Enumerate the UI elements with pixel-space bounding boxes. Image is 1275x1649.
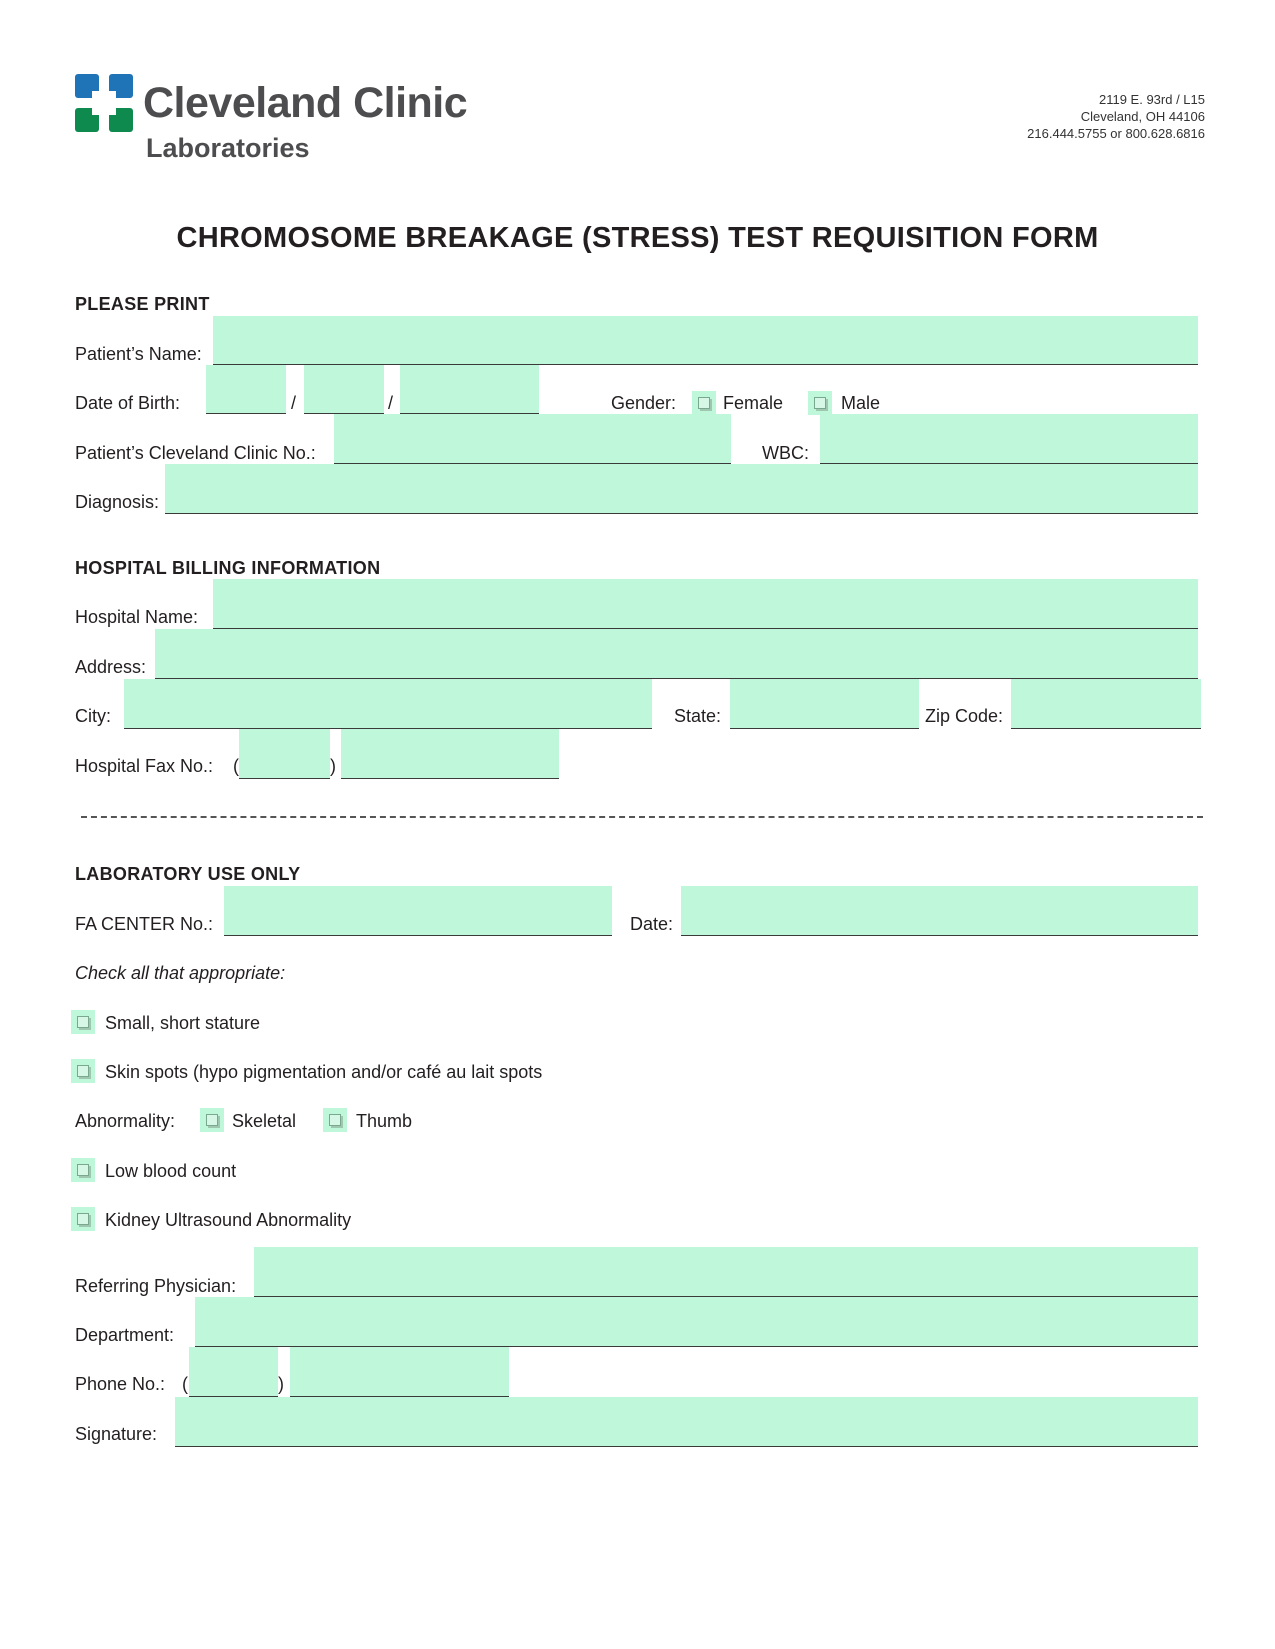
female-label: Female: [723, 393, 784, 413]
low-blood-count-label: Low blood count: [105, 1161, 237, 1181]
small-stature-checkbox[interactable]: [71, 1010, 95, 1034]
section-heading-please-print: PLEASE PRINT: [75, 294, 210, 314]
fa-center-label: FA CENTER No.:: [75, 914, 214, 934]
city-field[interactable]: [124, 679, 652, 729]
zip-code-label: Zip Code:: [925, 706, 1004, 726]
phone-paren-open: (: [182, 1374, 188, 1394]
fax-paren-open: (: [233, 756, 239, 776]
logo: [75, 74, 133, 132]
section-heading-billing: HOSPITAL BILLING INFORMATION: [75, 558, 381, 578]
date-field[interactable]: [681, 886, 1198, 936]
skin-spots-label: Skin spots (hypo pigmentation and/or café au lait spots: [105, 1062, 543, 1082]
phone-label: Phone No.:: [75, 1374, 166, 1394]
date-label: Date:: [630, 914, 674, 934]
dob-month-field[interactable]: [206, 365, 286, 414]
diagnosis-field[interactable]: [165, 464, 1198, 514]
phone-area-code-field[interactable]: [189, 1347, 278, 1397]
section-heading-lab-use: LABORATORY USE ONLY: [75, 864, 301, 884]
city-label: City:: [75, 706, 111, 726]
dob-label: Date of Birth:: [75, 393, 181, 413]
wbc-label: WBC:: [762, 443, 809, 463]
address-line-3: 216.444.5755 or 800.628.6816: [1027, 126, 1205, 141]
phone-number-field[interactable]: [290, 1347, 509, 1397]
fax-area-code-field[interactable]: [239, 729, 330, 779]
dob-separator-2: /: [388, 393, 394, 413]
male-checkbox[interactable]: [808, 391, 832, 415]
patient-name-label: Patient’s Name:: [75, 344, 202, 364]
dob-day-field[interactable]: [304, 365, 384, 414]
department-label: Department:: [75, 1325, 175, 1345]
clinic-number-field[interactable]: [334, 414, 731, 464]
address-field[interactable]: [155, 629, 1198, 679]
page-title: CHROMOSOME BREAKAGE (STRESS) TEST REQUISITION FORM: [176, 222, 1099, 254]
referring-physician-field[interactable]: [254, 1247, 1198, 1297]
kidney-ultrasound-label: Kidney Ultrasound Abnormality: [105, 1210, 352, 1230]
gender-label: Gender:: [611, 393, 677, 413]
kidney-ultrasound-checkbox[interactable]: [71, 1207, 95, 1231]
phone-paren-close: ): [278, 1374, 284, 1394]
fax-number-field[interactable]: [341, 729, 559, 779]
state-field[interactable]: [730, 679, 919, 729]
signature-label: Signature:: [75, 1424, 158, 1444]
skin-spots-checkbox[interactable]: [71, 1059, 95, 1083]
logo-name: Cleveland Clinic: [143, 79, 468, 127]
cut-line-divider: [81, 816, 1203, 818]
address-label: Address:: [75, 657, 147, 677]
fa-center-field[interactable]: [224, 886, 612, 936]
low-blood-count-checkbox[interactable]: [71, 1158, 95, 1182]
cleveland-clinic-cross-icon: [75, 74, 133, 132]
hospital-fax-label: Hospital Fax No.:: [75, 756, 214, 776]
dob-year-field[interactable]: [400, 365, 539, 414]
small-stature-label: Small, short stature: [105, 1013, 261, 1033]
skeletal-checkbox[interactable]: [200, 1108, 224, 1132]
hospital-name-field[interactable]: [213, 579, 1198, 629]
zip-code-field[interactable]: [1011, 679, 1201, 729]
clinic-number-label: Patient’s Cleveland Clinic No.:: [75, 443, 316, 463]
address-line-1: 2119 E. 93rd / L15: [1098, 92, 1205, 107]
signature-field[interactable]: [175, 1397, 1198, 1447]
logo-subtitle: Laboratories: [146, 133, 310, 163]
state-label: State:: [674, 706, 722, 726]
diagnosis-label: Diagnosis:: [75, 492, 160, 512]
dob-separator-1: /: [291, 393, 297, 413]
fax-paren-close: ): [330, 756, 336, 776]
check-instruction: Check all that appropriate:: [75, 963, 286, 983]
female-checkbox[interactable]: [692, 391, 716, 415]
address-line-2: Cleveland, OH 44106: [1080, 109, 1205, 124]
thumb-checkbox[interactable]: [323, 1108, 347, 1132]
wbc-field[interactable]: [820, 414, 1198, 464]
abnormality-label: Abnormality:: [75, 1111, 176, 1131]
hospital-name-label: Hospital Name:: [75, 607, 199, 627]
male-label: Male: [841, 393, 881, 413]
skeletal-label: Skeletal: [232, 1111, 297, 1131]
patient-name-field[interactable]: [213, 316, 1198, 365]
department-field[interactable]: [195, 1297, 1198, 1347]
thumb-label: Thumb: [356, 1111, 413, 1131]
referring-physician-label: Referring Physician:: [75, 1276, 237, 1296]
